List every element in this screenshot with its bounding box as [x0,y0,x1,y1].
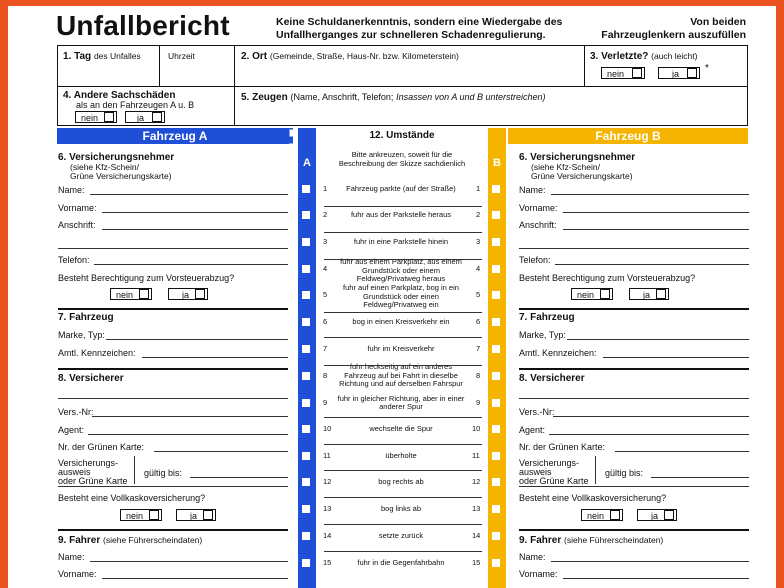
circumstance-number: 6 [323,317,328,326]
circumstance-text: fuhr in eine Parkstelle hinein [353,236,449,246]
damage-no-checkbox[interactable]: nein [75,111,117,123]
circumstance-number: 6 [476,317,481,326]
circumstance-number: 3 [323,237,328,246]
vehicle-b-policyholder-sub: (siehe Kfz-Schein/ Grüne Versicherungskarte) [531,162,633,181]
witnesses-field[interactable]: 5. Zeugen (Name, Anschrift, Telefon; Insassen von A und B unterstreichen) [235,86,748,126]
circumstance-b-checkbox[interactable] [492,211,500,219]
vehicle-a-vat-question: Besteht Berechtigung zum Vorsteuerabzug? [58,273,235,283]
vehicle-a-valid-label: gültig bis: [144,468,183,478]
vehicle-a-agent-label: Agent: [58,425,85,435]
circumstance-a-checkbox[interactable] [302,399,310,407]
circumstance-a-checkbox[interactable] [302,372,310,380]
circumstance-text: fuhr aus einem Parkplatz, aus einem Grundstück oder einem Feldweg/Privatweg heraus [340,257,462,284]
circumstance-number: 15 [472,558,481,567]
divider [134,456,135,484]
circumstance-number: 5 [476,290,481,299]
vehicle-b-address-field[interactable] [563,229,749,230]
circumstance-a-checkbox[interactable] [302,345,310,353]
circumstance-text: wechselte die Spur [369,423,433,433]
vehicle-b-strip [488,128,506,588]
circumstance-number: 13 [472,504,481,513]
circumstance-number: 7 [476,344,481,353]
circumstance-text: fuhr in gleicher Richtung, aber in einer anderer Spur [337,393,465,411]
circumstance-number: 3 [476,237,481,246]
vehicle-b-agent-field[interactable] [549,434,749,435]
vehicle-b-insurer-field[interactable] [519,398,749,399]
form-instruction: Von beiden Fahrzeuglenkern auszufüllen [601,16,746,41]
damage-yes-checkbox[interactable]: ja [125,111,165,123]
divider [324,497,482,498]
circumstance-b-checkbox[interactable] [492,265,500,273]
vehicle-a-address-field-2[interactable] [58,248,288,249]
circumstance-b-checkbox[interactable] [492,318,500,326]
vehicle-b-policyholder-title: 6. Versicherungsnehmer [519,152,636,163]
vehicle-a-strip [298,128,316,588]
circumstance-number: 14 [323,531,332,540]
accident-report-form: Unfallbericht Keine Schuldanerkenntnis, sondern eine Wiedergabe des Unfallherganges zur schnelleren Schadenregulierung. Von beiden Fahrzeuglenkern auszufüllen 1. Tag des Unfalles Uhrzeit 2. Ort (Gemeinde, Straße, Haus-Nr. bzw. Kilometerstein) 3. Verletzte? (auch leicht) nein ja * 4. Andere Sachschäden als an den Fahrzeugen A u. B nein ja 5. Zeugen (Name, Anschrift, Telefon; Insassen von A und B unterstreichen) Fahrzeug A Fahrzeug B A B 12. Umstände Bitte ankreuzen, soweit für die Beschreibung der Skizze sachdienlich 1 1 Fahrzeug parkte (auf der Straße) 2 2 fuhr aus der Parkstelle heraus 3 3 fuhr in eine Parkstelle hinein 4 4 fuhr aus einem Parkplatz, aus einem Grundstück oder einem Feldweg/Privatweg heraus 5 5 fuhr auf einen Parkplatz, bog in ein Grundstück oder einen Feldweg/Privatweg ein 6 6 bog in einen Kreisverkehr ein 7 7 fuhr im Kreisverkehr 8 8 fuhr heckseitig auf ein anderes Fahrzeug auf bei Fahrt in dieselbe Richtung und auf derselben Fahrspur 9 9 fuhr in gleicher Richtung, aber in einer anderer Spur 10 10 wechselte die Spur 11 11 überholte 12 12 bog rechts ab 13 13 bog links ab 14 14 setzte zurück 15 15 fuhr in die Gegenfahrbahn 6. Versicherungsnehmer (siehe Kfz-Schein/ Grüne Versicherungskarte) Name: Vorname: Anschrift: Telefon: Besteht Berechtigung zum Vorsteuerabzug? nein ja 7. Fahrzeug Marke, Typ: Amtl. Kennzeichen: 8. Versicherer Vers.-Nr: Agent: Nr. der Grünen Karte: Versicherungs- ausweis oder Grüne Karte gültig bis: Besteht eine Vollkaskoversicherung? nein ja 9. Fahrer (siehe Führerscheindaten) Name: Vorname: 6. Versicherungsnehmer (siehe Kfz-Schein/ Grüne Versicherungskarte) Name: Vorname: Anschrift: Telefon: Besteht Berechtigung zum Vorsteuerabzug? nein ja 7. Fahrzeug Marke, Typ: Amtl. Kennzeichen: 8. Versicherer Vers.-Nr: Agent: Nr. der Grünen Karte: Versicherungs- ausweis oder Grüne Karte gültig bis: Besteht eine Vollkaskoversicherung? nein ja 9. Fahrer (siehe Führerscheindaten) Name: Vorname: [8,6,776,588]
vehicle-a-policyholder-sub: (siehe Kfz-Schein/ Grüne Versicherungskarte) [70,162,172,181]
vehicle-a-name-field[interactable] [90,194,288,195]
form-subtitle: Keine Schuldanerkenntnis, sondern eine Wiedergabe des Unfallherganges zur schnelleren Schadenregulierung. [276,16,563,41]
vehicle-b-driver-firstname-field[interactable] [563,578,749,579]
circumstances-title: 12. Umstände [369,130,435,141]
divider [519,368,749,370]
circumstance-number: 10 [323,424,332,433]
circumstance-number: 10 [472,424,481,433]
circumstance-a-checkbox[interactable] [302,318,310,326]
vehicle-a-vat-yes-checkbox[interactable]: ja [168,288,208,300]
circumstance-text: fuhr auf einen Parkplatz, bog in ein Grundstück oder einen Feldweg/Privatweg ein [343,283,459,310]
vehicle-a-make-label: Marke, Typ: [58,330,105,340]
circumstance-text: setzte zurück [378,530,424,540]
vehicle-b-policy-label: Vers.-Nr: [519,407,555,417]
circumstance-text: fuhr heckseitig auf ein anderes Fahrzeug auf bei Fahrt in dieselbe Richtung und auf derselben Fahrspur [339,362,463,389]
circumstance-number: 11 [323,451,331,460]
circumstance-a-checkbox[interactable] [302,265,310,273]
vehicle-a-greencard-label: Nr. der Grünen Karte: [58,442,145,452]
divider [324,417,482,418]
circumstance-number: 12 [323,477,332,486]
vehicle-a-insurer-field[interactable] [58,398,288,399]
vehicle-b-vat-no-checkbox[interactable]: nein [571,288,613,300]
divider [324,312,482,313]
vehicle-b-make-label: Marke, Typ: [519,330,566,340]
vehicle-b-comprehensive-question: Besteht eine Vollkaskoversicherung? [519,493,667,503]
circumstance-text: fuhr aus der Parkstelle heraus [350,209,452,219]
circumstance-a-checkbox[interactable] [302,425,310,433]
circumstance-number: 1 [323,184,328,193]
vehicle-b-comprehensive-yes-checkbox[interactable]: ja [637,509,677,521]
vehicle-b-greencard-field[interactable] [615,451,749,452]
vehicle-a-policyholder-title: 6. Versicherungsnehmer [58,152,175,163]
circumstance-text: fuhr im Kreisverkehr [367,343,435,353]
vehicle-a-address-field[interactable] [102,229,288,230]
circumstance-number: 2 [323,210,328,219]
vehicle-a-address-field-label: Anschrift: [58,220,96,230]
circumstance-number: 7 [323,344,328,353]
vehicle-a-name-field-label: Name: [58,185,85,195]
vehicle-a-valid-field[interactable] [190,477,288,478]
vehicle-b-firstname-field[interactable] [563,212,749,213]
circumstance-b-checkbox[interactable] [492,291,500,299]
vehicle-a-vat-no-checkbox[interactable]: nein [110,288,152,300]
vehicle-b-vehicle-title: 7. Fahrzeug [519,312,575,323]
circumstance-b-checkbox[interactable] [492,532,500,540]
vehicle-a-agent-field[interactable] [88,434,288,435]
vehicle-b-phone-field[interactable] [555,264,749,265]
circumstance-b-checkbox[interactable] [492,478,500,486]
vehicle-a-make-field[interactable] [106,339,288,340]
vehicle-b-header: Fahrzeug B [508,128,748,144]
vehicle-b-valid-label: gültig bis: [605,468,644,478]
form-title: Unfallbericht [56,10,230,41]
vehicle-a-phone-field-label: Telefon: [58,255,90,265]
vehicle-a-driver-firstname-field[interactable] [102,578,288,579]
injured-no-checkbox[interactable]: nein [601,67,645,79]
divider [324,232,482,233]
vehicle-a-comprehensive-no-checkbox[interactable]: nein [120,509,162,521]
circumstance-a-checkbox[interactable] [302,238,310,246]
circumstance-number: 13 [323,504,332,513]
vehicle-a-greencard-field[interactable] [154,451,288,452]
circumstance-number: 5 [323,290,328,299]
vehicle-a-plate-field[interactable] [142,357,288,358]
vehicle-a-firstname-field-label: Vorname: [58,203,97,213]
circumstance-number: 14 [472,531,481,540]
vehicle-b-card-label: Versicherungs- ausweis oder Grüne Karte [519,458,589,486]
vehicle-b-driver-name-field[interactable] [551,561,749,562]
other-damage-field: 4. Andere Sachschäden als an den Fahrzeugen A u. B nein ja [57,86,235,126]
circumstance-number: 12 [472,477,481,486]
divider [58,529,288,531]
circumstance-number: 8 [323,371,328,380]
vehicle-a-firstname-field[interactable] [102,212,288,213]
vehicle-a-driver-firstname-label: Vorname: [58,569,97,579]
vehicle-b-insurer-title: 8. Versicherer [519,373,585,384]
divider [58,308,288,310]
circumstance-number: 2 [476,210,481,219]
circumstance-b-checkbox[interactable] [492,452,500,460]
circumstance-a-checkbox[interactable] [302,559,310,567]
circumstance-text: überholte [385,450,417,460]
circumstance-number: 4 [323,264,328,273]
circumstance-b-checkbox[interactable] [492,399,500,407]
circumstance-b-checkbox[interactable] [492,372,500,380]
divider [58,368,288,370]
divider [595,456,596,484]
circumstance-text: Fahrzeug parkte (auf der Straße) [346,183,456,193]
vehicle-b-name-field[interactable] [551,194,749,195]
circumstance-text: bog in einen Kreisverkehr ein [352,316,450,326]
divider [324,337,482,338]
vehicle-b-comprehensive-no-checkbox[interactable]: nein [581,509,623,521]
circumstance-number: 8 [476,371,481,380]
divider [324,365,482,366]
vehicle-b-vat-question: Besteht Berechtigung zum Vorsteuerabzug? [519,273,696,283]
circumstance-text: bog links ab [380,503,422,513]
vehicle-b-agent-label: Agent: [519,425,546,435]
circumstance-number: 15 [323,558,332,567]
vehicle-b-address-field-2[interactable] [519,248,749,249]
vehicle-a-vehicle-title: 7. Fahrzeug [58,312,114,323]
vehicle-a-policy-label: Vers.-Nr: [58,407,94,417]
vehicle-b-address-field-label: Anschrift: [519,220,557,230]
vehicle-b-valid-field[interactable] [651,477,749,478]
vehicle-b-plate-field[interactable] [603,357,749,358]
circumstance-a-checkbox[interactable] [302,452,310,460]
vehicle-a-comprehensive-question: Besteht eine Vollkaskoversicherung? [58,493,206,503]
vehicle-a-header: Fahrzeug A [57,128,293,144]
divider [58,486,288,487]
vehicle-b-plate-label: Amtl. Kennzeichen: [519,348,597,358]
circumstance-b-checkbox[interactable] [492,505,500,513]
divider [324,524,482,525]
vehicle-a-driver-title: 9. Fahrer (siehe Führerscheindaten) [58,535,203,546]
circumstance-a-checkbox[interactable] [302,478,310,486]
vehicle-b-vat-yes-checkbox[interactable]: ja [629,288,669,300]
divider [519,486,749,487]
vehicle-a-driver-name-field[interactable] [90,561,288,562]
circumstance-text: bog rechts ab [378,476,424,486]
time-field[interactable]: Uhrzeit [160,45,235,87]
circumstance-b-checkbox[interactable] [492,345,500,353]
divider [519,308,749,310]
circumstance-number: 11 [472,451,480,460]
divider [324,444,482,445]
date-field[interactable]: 1. Tag des Unfalles [57,45,160,87]
vehicle-b-driver-name-label: Name: [519,552,546,562]
vehicle-a-comprehensive-yes-checkbox[interactable]: ja [176,509,216,521]
vehicle-b-phone-field-label: Telefon: [519,255,551,265]
circumstance-b-checkbox[interactable] [492,425,500,433]
divider [519,529,749,531]
vehicle-b-driver-title: 9. Fahrer (siehe Führerscheindaten) [519,535,664,546]
divider [324,259,482,260]
circumstances-intro: Bitte ankreuzen, soweit für die Beschreibung der Skizze sachdienlich [338,150,466,168]
vehicle-a-insurer-title: 8. Versicherer [58,373,124,384]
vehicle-b-make-field[interactable] [567,339,749,340]
circumstance-number: 9 [476,398,481,407]
circumstance-b-checkbox[interactable] [492,185,500,193]
injured-yes-checkbox[interactable]: ja [658,67,700,79]
circumstance-a-checkbox[interactable] [302,505,310,513]
vehicle-b-greencard-label: Nr. der Grünen Karte: [519,442,606,452]
divider [324,470,482,471]
circumstance-b-checkbox[interactable] [492,559,500,567]
vehicle-b-policy-field[interactable] [553,416,749,417]
circumstance-a-checkbox[interactable] [302,185,310,193]
circumstance-text: fuhr in die Gegenfahrbahn [357,557,445,567]
vehicle-a-driver-name-label: Name: [58,552,85,562]
divider [324,206,482,207]
vehicle-b-driver-firstname-label: Vorname: [519,569,558,579]
circumstance-number: 4 [476,264,481,273]
circumstance-a-checkbox[interactable] [302,291,310,299]
vehicle-a-plate-label: Amtl. Kennzeichen: [58,348,136,358]
location-field[interactable]: 2. Ort (Gemeinde, Straße, Haus-Nr. bzw. Kilometerstein) [235,45,585,87]
circumstance-a-checkbox[interactable] [302,532,310,540]
circumstance-number: 9 [323,398,328,407]
vehicle-b-name-field-label: Name: [519,185,546,195]
injured-field: 3. Verletzte? (auch leicht) nein ja * [585,45,748,87]
vehicle-a-card-label: Versicherungs- ausweis oder Grüne Karte [58,458,128,486]
circumstance-number: 1 [476,184,481,193]
circumstance-a-checkbox[interactable] [302,211,310,219]
circumstance-b-checkbox[interactable] [492,238,500,246]
divider [324,551,482,552]
vehicle-a-phone-field[interactable] [94,264,288,265]
vehicle-b-firstname-field-label: Vorname: [519,203,558,213]
vehicle-a-policy-field[interactable] [92,416,288,417]
